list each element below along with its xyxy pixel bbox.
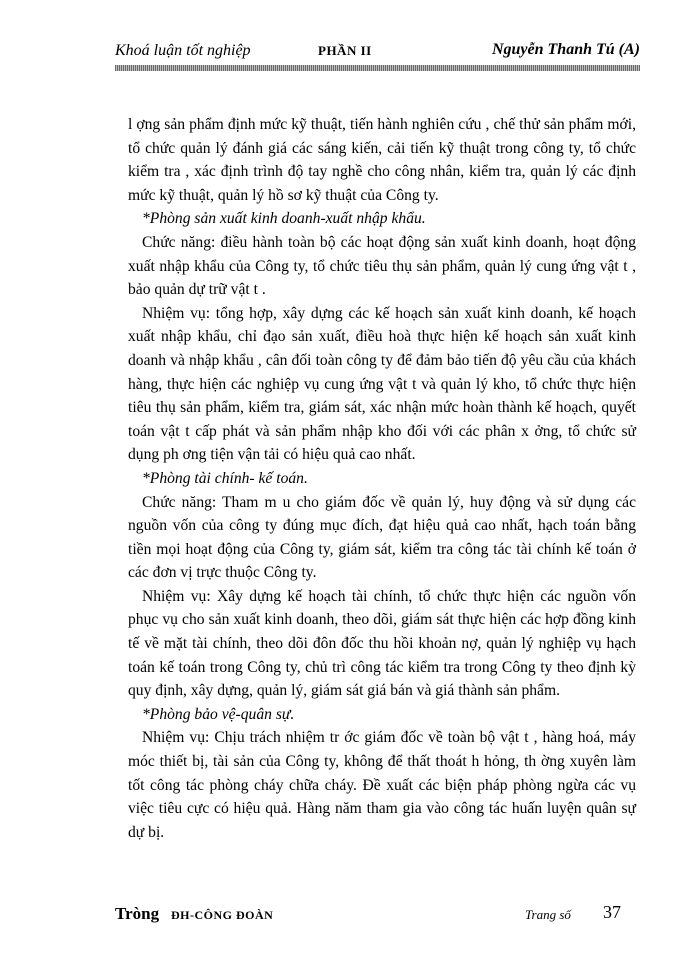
page-body xyxy=(128,113,636,844)
header-section: PHẦN II xyxy=(318,43,372,58)
body-paragraph: Nhiệm vụ: tổng hợp, xây dựng các kế hoạch sản xuất kinh doanh, kế hoạch xuất nhập khẩu, chỉ đạo sản xuất, điều hoà thực hiện kế hoạch sản xuất kinh doanh và nhập khẩu , cân đối toàn công ty để đảm bảo tiến độ yêu cầu của khách hàng, thực hiện các nghiệp vụ cung ứng vật t và quản lý kho, tổ chức thực hiện tiêu thụ sản phẩm, kiểm tra, giám sát, xác nhận mức hoàn thành kế hoạch, quyết toán vật t cấp phát và sản phẩm nhập kho đối với các phân x ởng, tổ chức sử dụng ph ơng tiện vận tải có hiệu quả cao nhất. xyxy=(128,304,636,464)
header-author: Nguyễn Thanh Tú (A) xyxy=(491,41,640,58)
body-paragraph: Chức năng: điều hành toàn bộ các hoạt động sản xuất kinh doanh, hoạt động xuất nhập khẩu của Công ty, tổ chức tiêu thụ sản phẩm, quản lý cung ứng vật t , bảo quản dự trữ vật t . xyxy=(128,233,636,299)
footer-university: ĐH-CÔNG ĐOÀN xyxy=(171,908,274,922)
page-header xyxy=(115,38,640,64)
body-paragraph: Chức năng: Tham m u cho giám đốc về quản lý, huy động và sử dụng các nguồn vốn của công ty đúng mục đích, đạt hiệu quả cao nhất, hạch toán bằng tiền mọi hoạt động của Công ty, giám sát, kiểm tra công tác tài chính kế toán ở các đơn vị trực thuộc Công ty. xyxy=(128,493,636,582)
page-footer xyxy=(115,902,640,928)
header-rule xyxy=(115,65,640,71)
section-heading-production-business: *Phòng sản xuất kinh doanh-xuất nhập khẩu. xyxy=(142,210,426,228)
footer-school: Tròng xyxy=(115,904,160,923)
section-heading-security-military: *Phòng bảo vệ-quân sự. xyxy=(142,705,295,723)
body-paragraph: Nhiệm vụ: Chịu trách nhiệm tr ớc giám đốc về toàn bộ vật t , hàng hoá, máy móc thiết bị, tài sản của Công ty, không để thất thoát h hỏng, th ờng xuyên làm tốt công tác phòng cháy chữa cháy. Đề xuất các biện pháp phòng ngừa các vụ việc tiêu cực có hiệu quả. Hàng năm tham gia vào công tác huấn luyện quân sự dự bị. xyxy=(128,729,636,841)
page-number: 37 xyxy=(603,902,621,922)
footer-page-label: Trang số xyxy=(525,907,571,922)
header-document-type: Khoá luận tốt nghiệp xyxy=(115,42,251,59)
body-paragraph: l ợng sản phẩm định mức kỹ thuật, tiến hành nghiên cứu , chế thử sản phẩm mới, tổ chức quản lý đánh giá các sáng kiến, cải tiến kỹ thuật trong công ty, tổ chức kiểm tra , xác định trình độ tay nghề cho công nhân, kiểm tra, quản lý các định mức kỹ thuật, quản lý hồ sơ kỹ thuật của Công ty. xyxy=(128,116,636,204)
body-paragraph: Nhiệm vụ: Xây dựng kế hoạch tài chính, tổ chức thực hiện các nguồn vốn phục vụ cho sản xuất kinh doanh, theo dõi, giám sát thực hiện các hợp đồng kinh tế về mặt tài chính, theo dõi đôn đốc thu hồi khoản nợ, quản lý nghiệp vụ hạch toán kế toán trong Công ty, chủ trì công tác kiểm tra trong Công ty theo định kỳ quy định, xây dựng, quản lý, giám sát giá bán và giá thành sản phẩm. xyxy=(128,587,636,700)
section-heading-finance-accounting: *Phòng tài chính- kế toán. xyxy=(142,469,308,487)
